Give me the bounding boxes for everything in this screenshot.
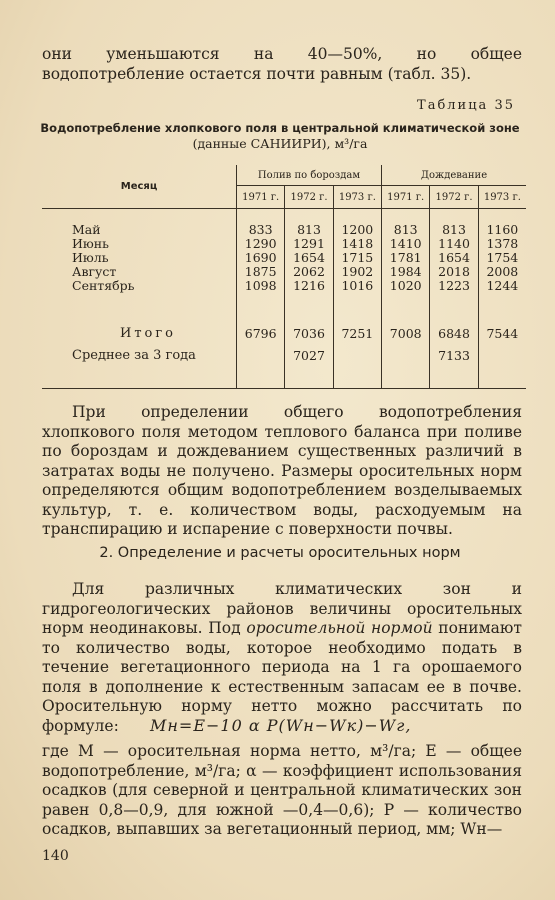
value-cell: 1715 — [333, 251, 381, 265]
total-cell: 7036 — [285, 323, 333, 345]
term-irrigation-norm: оросительной нормой — [246, 619, 433, 637]
table-title-sub: (данные САНИИРИ), м³/га — [192, 136, 368, 151]
total-cell: 7251 — [333, 323, 381, 345]
average-label: Среднее за 3 года — [72, 348, 196, 363]
year-header: 1973 г. — [333, 186, 381, 209]
year-header: 1972 г. — [285, 186, 333, 209]
value-cell: 2008 — [478, 265, 526, 279]
table-title — [40, 120, 520, 152]
month-cell: Август — [72, 263, 117, 279]
year-header: 1973 г. — [478, 186, 526, 209]
page-number: 140 — [42, 848, 69, 864]
value-cell: 813 — [430, 223, 478, 237]
paragraph-irrigation-norm — [42, 580, 522, 736]
paragraph-heat-balance: При определении общего водопотребления хлопкового поля методом теплового баланса при поливе по бороздам и дождеванием существенных различий в затратах воды не получено. Размеры оросительных норм определяются общим водопотреблением возделываемых культур, т. е. количеством воды, расходуемым на транспирацию и испарение с поверхности почвы. — [42, 403, 522, 538]
month-cell: Сентябрь — [72, 277, 135, 293]
total-label: Итого — [120, 326, 176, 341]
month-cell: Май — [72, 221, 101, 237]
month-cell: Июль — [72, 249, 109, 265]
value-cell: 2018 — [430, 265, 478, 279]
total-cell: 7008 — [382, 323, 430, 345]
formula: Mн=E−10 α P(Wн−Wк)−Wг, — [150, 716, 412, 735]
table-row — [42, 223, 526, 237]
group-sprinkling-header: Дождевание — [382, 165, 526, 186]
value-cell: 833 — [237, 223, 285, 237]
water-consumption-table — [42, 165, 526, 389]
average-cell: 7027 — [285, 345, 333, 367]
value-cell: 1140 — [430, 237, 478, 251]
value-cell: 1223 — [430, 279, 478, 293]
value-cell: 1418 — [333, 237, 381, 251]
value-cell: 1902 — [333, 265, 381, 279]
col-month-header: Месяц — [42, 165, 237, 209]
value-cell: 1984 — [382, 265, 430, 279]
value-cell: 1016 — [333, 279, 381, 293]
total-cell: 7544 — [478, 323, 526, 345]
paragraph-intro: они уменьшаются на 40—50%, но общее водопотребление остается почти равным (табл. 35). — [42, 45, 522, 83]
value-cell: 1160 — [478, 223, 526, 237]
year-header: 1971 г. — [237, 186, 285, 209]
value-cell: 1378 — [478, 237, 526, 251]
year-header: 1972 г. — [430, 186, 478, 209]
table-row — [42, 279, 526, 293]
table-title-main: Водопотребление хлопкового поля в центральной климатической зоне — [40, 121, 520, 135]
value-cell: 813 — [285, 223, 333, 237]
value-cell: 1754 — [478, 251, 526, 265]
value-cell: 2062 — [285, 265, 333, 279]
table-label: Таблица 35 — [417, 98, 515, 113]
value-cell: 1098 — [237, 279, 285, 293]
table-row — [42, 251, 526, 265]
total-cell: 6848 — [430, 323, 478, 345]
table-group-header — [42, 165, 526, 186]
value-cell: 1291 — [285, 237, 333, 251]
value-cell: 1875 — [237, 265, 285, 279]
average-cell: 7133 — [430, 345, 478, 367]
value-cell: 1654 — [430, 251, 478, 265]
value-cell: 813 — [382, 223, 430, 237]
table-row — [42, 265, 526, 279]
year-header: 1971 г. — [382, 186, 430, 209]
table-row — [42, 237, 526, 251]
value-cell: 1216 — [285, 279, 333, 293]
table-total-row — [42, 323, 526, 345]
value-cell: 1410 — [382, 237, 430, 251]
value-cell: 1020 — [382, 279, 430, 293]
total-cell: 6796 — [237, 323, 285, 345]
value-cell: 1200 — [333, 223, 381, 237]
value-cell: 1690 — [237, 251, 285, 265]
table-average-row — [42, 345, 526, 367]
value-cell: 1290 — [237, 237, 285, 251]
paragraph-definitions: где M — оросительная норма нетто, м³/га; E — общее водопотребление, м³/га; α — коэффициент использования осадков (для северной и центральной климатических зон равен 0,8—0,9, для южной —0,4—0,6); P — количество осадков, выпавших за вегетационный период, мм; Wн— — [42, 742, 522, 838]
group-furrow-header: Полив по бороздам — [237, 165, 382, 186]
value-cell: 1654 — [285, 251, 333, 265]
text-run: понимают то количество воды, которое необходимо подать в течение вегетационного периода на 1 га орошаемого поля в дополнение к естественным запасам ее в почве. Оросительную норму нетто можно рассчитать по формуле: — [42, 619, 522, 735]
value-cell: 1781 — [382, 251, 430, 265]
text-run: Для различных климатических зон и гидрогеологических районов величины оросительных норм неодинаковы. Под — [42, 580, 522, 637]
value-cell: 1244 — [478, 279, 526, 293]
month-cell: Июнь — [72, 235, 109, 251]
section-heading: 2. Определение и расчеты оросительных норм — [99, 545, 461, 561]
